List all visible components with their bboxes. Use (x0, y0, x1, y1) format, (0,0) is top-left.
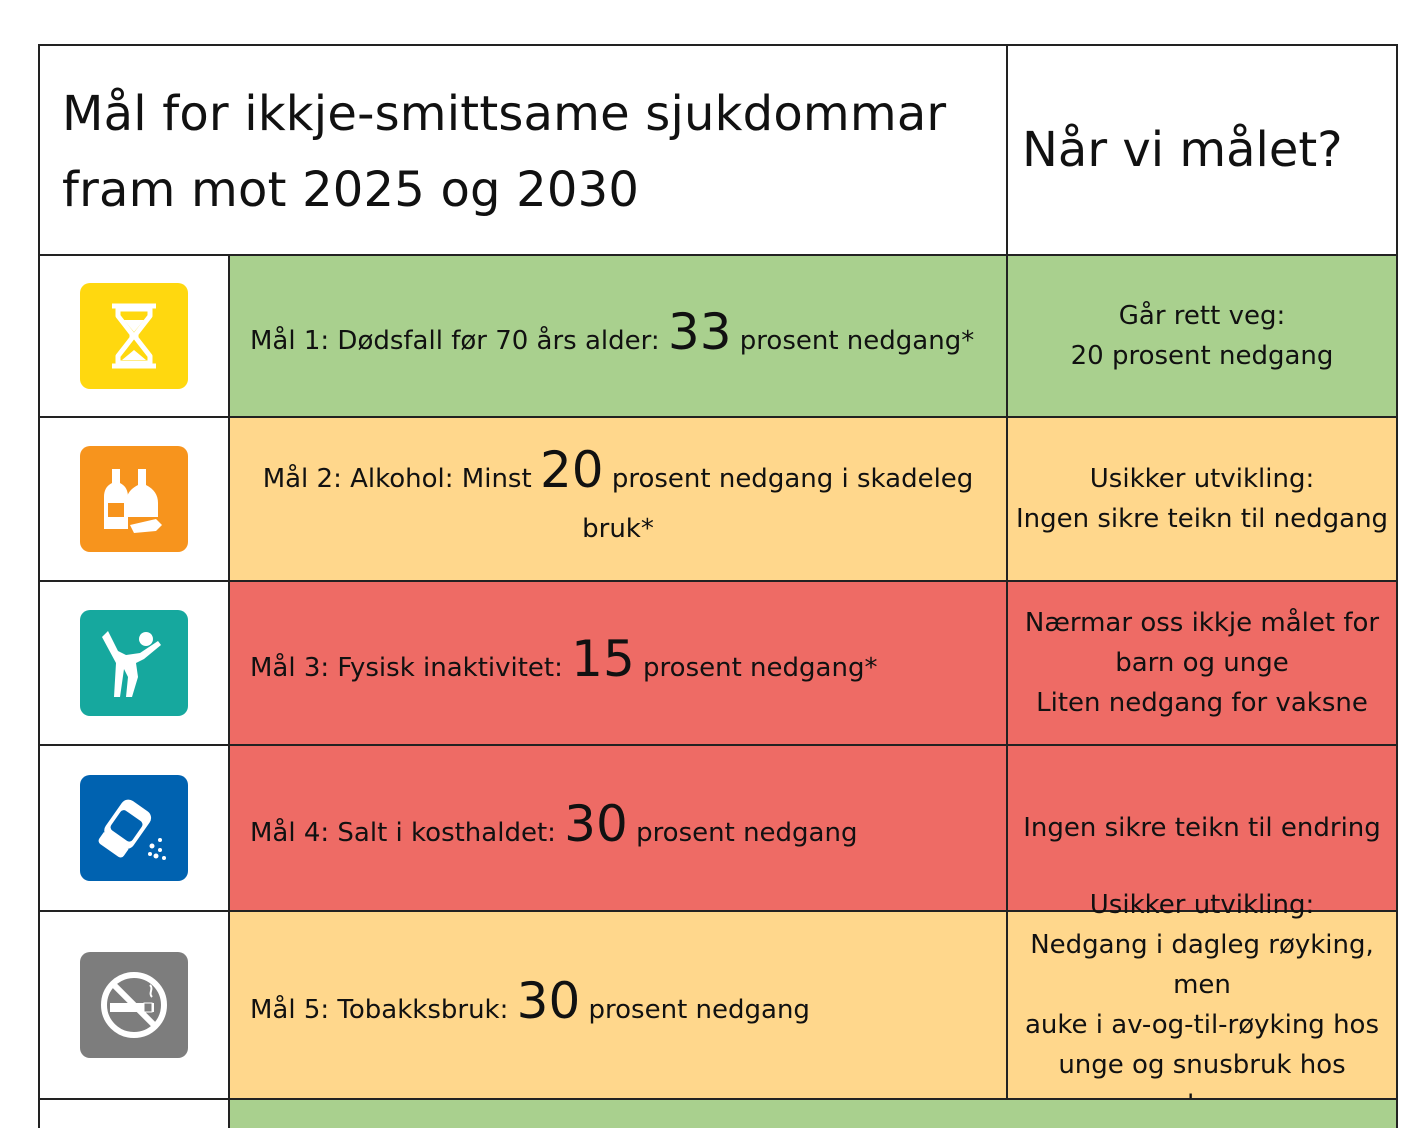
table-title-line2: fram mot 2025 og 2030 (62, 162, 640, 218)
goal-text (250, 971, 810, 1035)
alcohol-bottles-icon (80, 446, 188, 552)
goal-text (262, 440, 974, 554)
table-title (62, 76, 946, 228)
table-row (38, 256, 1398, 418)
table-title-cell (40, 46, 1008, 254)
next-status-cell (1008, 1100, 1396, 1128)
goal-prefix: Mål 5: Tobakksbruk: (250, 994, 509, 1025)
goal-prefix: Mål 4: Salt i kosthaldet: (250, 817, 556, 848)
goal-number: 20 (539, 440, 604, 499)
status-line: unge og snusbruk hos (1058, 1050, 1346, 1080)
hourglass-icon (80, 283, 188, 389)
status-cell (1008, 890, 1396, 1098)
goal-prefix: Mål 2: Alkohol: Minst (262, 463, 532, 494)
status-cell (1008, 582, 1396, 744)
next-row-partial (38, 1098, 1398, 1128)
goal-suffix: prosent nedgang (588, 994, 810, 1025)
goal-suffix: prosent nedgang* (643, 652, 878, 683)
status-cell (1008, 418, 1396, 580)
goal-cell (230, 418, 1008, 580)
status-cell (1008, 256, 1396, 416)
table-header-row (38, 44, 1398, 256)
table-title-line1: Mål for ikkje-smittsame sjukdommar (62, 86, 947, 142)
goal-cell (230, 746, 1008, 910)
status-line: Ingen sikre teikn til endring (1023, 813, 1381, 843)
next-goal-cell (228, 1100, 1010, 1128)
goal-number: 15 (571, 629, 635, 688)
no-smoking-icon (80, 952, 188, 1058)
table-row (38, 582, 1398, 746)
goal-suffix: prosent nedgang i skadeleg (611, 463, 974, 494)
status-text (1016, 459, 1388, 539)
goal-prefix: Mål 3: Fysisk inaktivitet: (250, 652, 563, 683)
goal-suffix-line2: bruk* (582, 513, 654, 544)
goal-text (250, 794, 858, 858)
goal-suffix: prosent nedgang (636, 817, 858, 848)
goal-cell (230, 582, 1008, 744)
goal-number: 30 (564, 794, 628, 853)
status-line: Ingen sikre teikn til nedgang (1015, 504, 1389, 534)
status-line: barn og unge (1115, 648, 1289, 678)
icon-cell (40, 418, 230, 580)
status-text (1025, 603, 1379, 723)
icon-cell (40, 256, 230, 416)
status-line: Usikker utvikling: (1089, 464, 1315, 494)
status-text (1023, 808, 1381, 848)
status-line: 20 prosent nedgang (1070, 341, 1334, 371)
goal-cell (230, 912, 1008, 1098)
goal-prefix: Mål 1: Dødsfall før 70 års alder: (250, 325, 660, 356)
goal-number: 30 (516, 971, 581, 1030)
status-line: Nærmar oss ikkje målet for (1024, 608, 1380, 638)
table-row (38, 890, 1398, 1098)
icon-cell (40, 746, 230, 910)
icon-cell (40, 582, 230, 744)
status-line: auke i av-og-til-røyking hos (1024, 1010, 1380, 1040)
physical-activity-icon (80, 610, 188, 716)
goal-cell (230, 256, 1008, 416)
table-row (38, 418, 1398, 582)
status-heading: Når vi målet? (1022, 122, 1343, 178)
status-text (1008, 885, 1396, 1125)
status-line: Liten nedgang for vaksne (1036, 688, 1368, 718)
goal-number: 33 (667, 302, 732, 361)
goal-text (250, 629, 878, 693)
icon-cell (40, 912, 230, 1098)
salt-shaker-icon (80, 775, 188, 881)
status-line: Nedgang i dagleg røyking, men (1030, 930, 1374, 1000)
status-text (1071, 296, 1334, 376)
status-heading-cell (1008, 46, 1396, 254)
status-line: Går rett veg: (1118, 301, 1286, 331)
status-line: Usikker utvikling: (1089, 890, 1315, 920)
goal-suffix: prosent nedgang* (739, 325, 975, 356)
goal-text (250, 302, 975, 366)
